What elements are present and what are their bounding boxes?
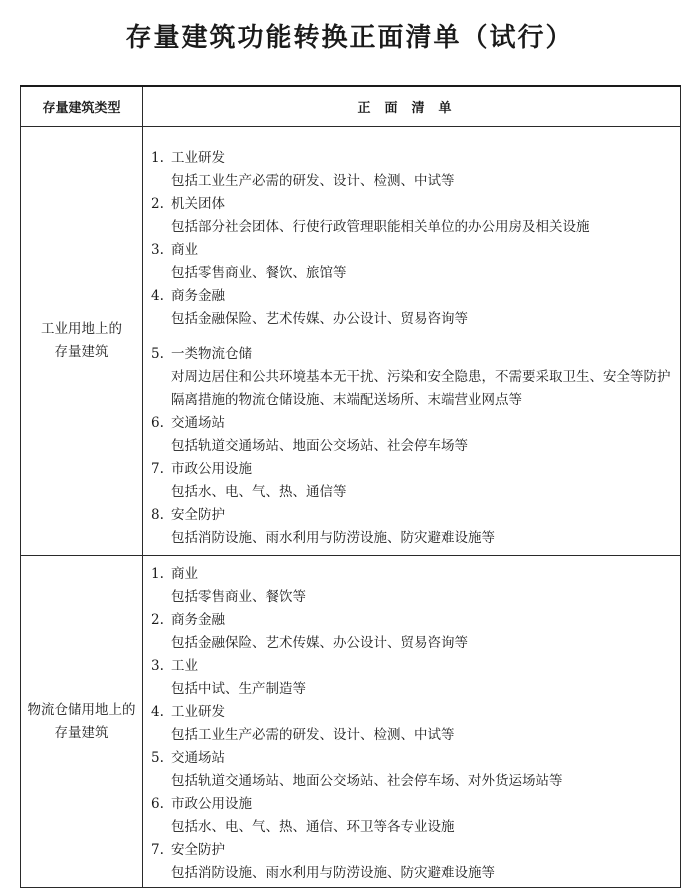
category-description: 包括水、电、气、热、通信、环卫等各专业设施: [171, 819, 455, 835]
category-name: 1. 工业研发: [143, 147, 680, 170]
category-name: 3. 商业: [143, 239, 680, 262]
list-item: [143, 839, 680, 885]
category-number: 3.: [151, 658, 164, 674]
category-number: 6.: [151, 796, 164, 812]
positive-list-cell: [143, 127, 681, 556]
list-item: [143, 343, 680, 412]
category-description: 包括水、电、气、热、通信等: [171, 484, 347, 500]
building-type-line: 存量建筑: [54, 724, 109, 741]
building-type-line: 存量建筑: [54, 344, 109, 360]
header-building-type: 存量建筑类型: [21, 86, 143, 127]
category-name: 4. 商务金融: [143, 285, 680, 308]
category-list: [143, 556, 680, 885]
list-item: [143, 609, 680, 655]
list-item: [143, 563, 680, 609]
category-number: 4.: [151, 704, 164, 720]
table-row-industrial-land: [21, 127, 681, 556]
category-name: 3. 工业: [143, 655, 680, 678]
category-name: 6. 市政公用设施: [143, 793, 680, 816]
list-item: [143, 701, 680, 747]
category-description: 包括工业生产必需的研发、设计、检测、中试等: [171, 727, 455, 743]
positive-list-cell: [143, 556, 681, 888]
building-type-cell: [21, 127, 143, 556]
category-name: 4. 工业研发: [143, 701, 680, 724]
category-description: 包括金融保险、艺术传媒、办公设计、贸易咨询等: [171, 635, 468, 651]
category-number: 8.: [151, 507, 164, 523]
list-item: [143, 193, 680, 239]
category-number: 5.: [151, 346, 164, 362]
category-description: 包括轨道交通场站、地面公交场站、社会停车场、对外货运场站等: [171, 773, 563, 789]
list-item: [143, 655, 680, 701]
category-description: 包括消防设施、雨水利用与防涝设施、防灾避难设施等: [171, 530, 495, 546]
category-description: 对周边居住和公共环境基本无干扰、污染和安全隐患，不需要采取卫生、安全等防护隔离措施的物流仓储设施、末端配送场所、末端营业网点等: [171, 369, 671, 408]
category-description: 包括轨道交通场站、地面公交场站、社会停车场等: [171, 438, 468, 454]
category-description: 包括金融保险、艺术传媒、办公设计、贸易咨询等: [171, 311, 468, 327]
category-number: 7.: [151, 842, 164, 858]
category-name: 7. 安全防护: [143, 839, 680, 862]
category-number: 4.: [151, 288, 164, 304]
category-description: 包括中试、生产制造等: [171, 681, 306, 697]
category-number: 7.: [151, 461, 164, 477]
document-title: 存量建筑功能转换正面清单（试行）: [125, 23, 574, 53]
list-item: [143, 747, 680, 793]
category-name: 5. 一类物流仓储: [143, 343, 680, 366]
category-list: [143, 127, 680, 550]
list-item: [143, 793, 680, 839]
category-name: 5. 交通场站: [143, 747, 680, 770]
category-description: 包括零售商业、餐饮、旅馆等: [171, 265, 347, 281]
category-number: 2.: [151, 196, 164, 212]
category-name: 2. 机关团体: [143, 193, 680, 216]
building-type-cell: [21, 556, 143, 888]
header-positive-list: 正面清单: [143, 86, 681, 127]
table-header-row: [21, 86, 681, 127]
category-number: 2.: [151, 612, 164, 628]
category-number: 6.: [151, 415, 164, 431]
category-name: 1. 商业: [143, 563, 680, 586]
category-description: 包括消防设施、雨水利用与防涝设施、防灾避难设施等: [171, 865, 495, 881]
list-item: [143, 458, 680, 504]
category-description: 包括部分社会团体、行使行政管理职能相关单位的办公用房及相关设施: [171, 219, 590, 235]
category-name: 6. 交通场站: [143, 412, 680, 435]
category-number: 5.: [151, 750, 164, 766]
category-description: 包括零售商业、餐饮等: [171, 589, 306, 605]
building-type-line: 物流仓储用地上的: [27, 701, 136, 718]
list-item: [143, 412, 680, 458]
list-item: [143, 285, 680, 331]
list-item: [143, 147, 680, 193]
positive-list-table: [20, 85, 681, 888]
category-number: 1.: [151, 150, 164, 166]
list-item: [143, 504, 680, 550]
category-name: 2. 商务金融: [143, 609, 680, 632]
list-item: [143, 239, 680, 285]
building-type-line: 工业用地上的: [41, 321, 122, 337]
category-number: 1.: [151, 566, 164, 582]
category-number: 3.: [151, 242, 164, 258]
table-row-logistics-land: [21, 556, 681, 888]
category-name: 8. 安全防护: [143, 504, 680, 527]
category-description: 包括工业生产必需的研发、设计、检测、中试等: [171, 173, 455, 189]
category-name: 7. 市政公用设施: [143, 458, 680, 481]
